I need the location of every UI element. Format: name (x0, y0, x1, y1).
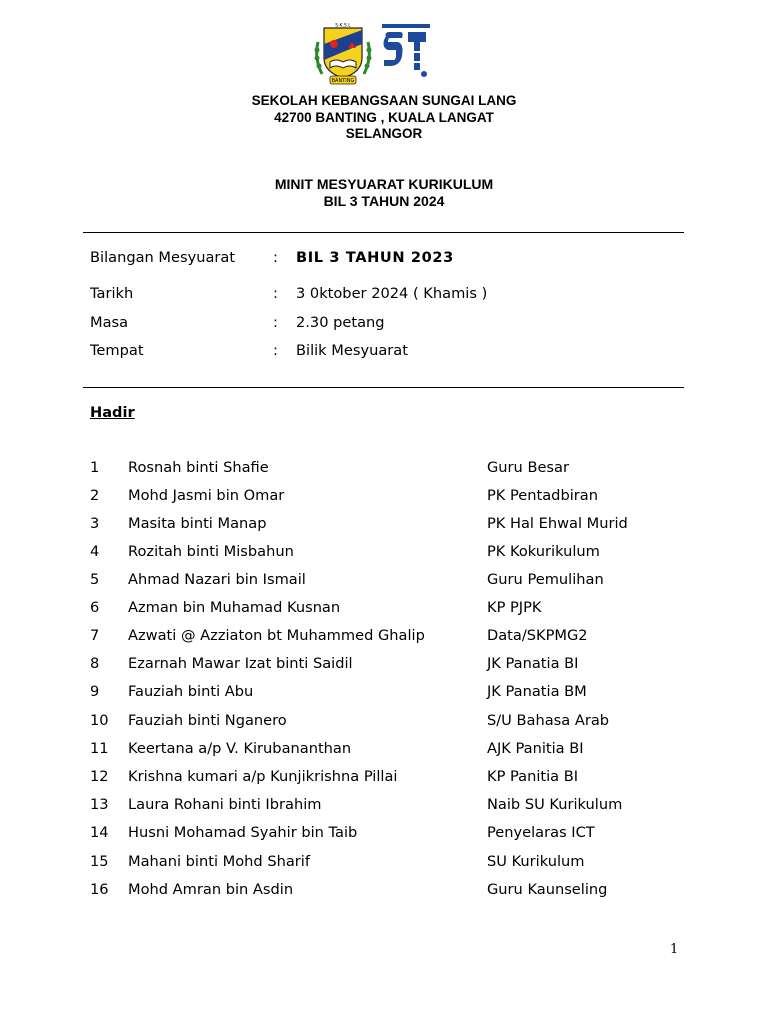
attendee-role: Guru Pemulihan (487, 571, 604, 588)
attendee-name: Mohd Jasmi bin Omar (128, 487, 285, 504)
attendee-name: Ezarnah Mawar Izat binti Saidil (128, 655, 353, 672)
attendance-number: 9 (90, 683, 100, 700)
info-value: Bilik Mesyuarat (296, 342, 408, 359)
attendance-number: 5 (90, 571, 100, 588)
attendee-name: Ahmad Nazari bin Ismail (128, 571, 306, 588)
attendance-number: 1 (90, 459, 100, 476)
attendance-number: 7 (90, 627, 100, 644)
attendee-role: JK Panatia BM (487, 683, 587, 700)
attendance-number: 6 (90, 599, 100, 616)
attendance-number: 12 (90, 768, 109, 785)
info-value: BIL 3 TAHUN 2023 (296, 249, 454, 266)
attendee-role: JK Panatia BI (487, 655, 579, 672)
school-crest-logo (312, 22, 374, 86)
header-logos (312, 22, 432, 86)
school-header (0, 93, 768, 143)
attendee-name: Masita binti Manap (128, 515, 267, 532)
attendance-row (0, 459, 768, 479)
attendee-role: Penyelaras ICT (487, 824, 595, 841)
school-state: SELANGOR (345, 126, 423, 141)
attendee-role: Data/SKPMG2 (487, 627, 588, 644)
crest-logo-text: S.K.S.L (335, 23, 351, 29)
attendee-name: Fauziah binti Abu (128, 683, 254, 700)
attendance-number: 8 (90, 655, 100, 672)
attendance-number: 3 (90, 515, 100, 532)
attendance-number: 10 (90, 712, 109, 729)
attendance-number: 13 (90, 796, 109, 813)
attendee-name: Fauziah binti Nganero (128, 712, 287, 729)
info-value: 3 0ktober 2024 ( Khamis ) (296, 285, 488, 302)
school-name: SEKOLAH KEBANGSAAN SUNGAI LANG (251, 93, 517, 108)
attendee-name: Krishna kumari a/p Kunjikrishna Pillai (128, 768, 398, 785)
attendance-row (0, 543, 768, 563)
attendee-name: Rosnah binti Shafie (128, 459, 269, 476)
attendance-row (0, 571, 768, 591)
attendance-number: 2 (90, 487, 100, 504)
attendance-row (0, 796, 768, 816)
info-colon: : (273, 342, 278, 359)
info-colon: : (273, 314, 278, 331)
attendee-role: PK Pentadbiran (487, 487, 598, 504)
attendance-row (0, 881, 768, 901)
attendance-row (0, 487, 768, 507)
info-colon: : (273, 249, 278, 266)
attendance-number: 16 (90, 881, 109, 898)
attendance-number: 14 (90, 824, 109, 841)
attendee-name: Azman bin Muhamad Kusnan (128, 599, 341, 616)
attendee-role: S/U Bahasa Arab (487, 712, 610, 729)
school-address: 42700 BANTING , KUALA LANGAT (274, 109, 494, 125)
attendance-row (0, 515, 768, 535)
info-label: Bilangan Mesyuarat (90, 249, 236, 266)
document-title: MINIT MESYUARAT KURIKULUM (274, 176, 494, 192)
attendee-name: Mohd Amran bin Asdin (128, 881, 294, 898)
attendee-role: KP PJPK (487, 599, 542, 616)
attendee-name: Mahani binti Mohd Sharif (128, 853, 310, 870)
attendee-name: Azwati @ Azziaton bt Muhammed Ghalip (128, 627, 425, 644)
attendance-heading: Hadir (90, 404, 135, 421)
attendee-role: Guru Besar (487, 459, 569, 476)
attendance-row (0, 683, 768, 703)
attendee-role: SU Kurikulum (487, 853, 585, 870)
info-colon: : (273, 285, 278, 302)
attendee-name: Husni Mohamad Syahir bin Taib (128, 824, 358, 841)
document-subtitle: BIL 3 TAHUN 2024 (323, 193, 445, 209)
attendee-name: Laura Rohani binti Ibrahim (128, 796, 322, 813)
attendance-row (0, 853, 768, 873)
attendance-number: 4 (90, 543, 100, 560)
page-number: 1 (670, 942, 679, 957)
attendee-name: Rozitah binti Misbahun (128, 543, 294, 560)
top-divider (83, 232, 684, 233)
attendance-row (0, 712, 768, 732)
document-heading (0, 176, 768, 210)
attendee-role: KP Panitia BI (487, 768, 579, 785)
attendance-row (0, 824, 768, 844)
attendance-number: 15 (90, 853, 109, 870)
info-label: Tempat (90, 342, 144, 359)
attendee-role: Naib SU Kurikulum (487, 796, 623, 813)
attendee-role: PK Kokurikulum (487, 543, 600, 560)
attendee-name: Keertana a/p V. Kirubananthan (128, 740, 352, 757)
attendee-role: Guru Kaunseling (487, 881, 608, 898)
attendance-row (0, 768, 768, 788)
crest-motto-text: BANTING (331, 78, 355, 84)
attendance-row (0, 655, 768, 675)
bottom-divider (83, 387, 684, 388)
sekolah-ku-logo (380, 22, 432, 82)
info-label: Tarikh (90, 285, 134, 302)
attendance-number: 11 (90, 740, 109, 757)
info-label: Masa (90, 314, 129, 331)
attendee-role: AJK Panitia BI (487, 740, 584, 757)
attendance-row (0, 627, 768, 647)
attendee-role: PK Hal Ehwal Murid (487, 515, 628, 532)
info-value: 2.30 petang (296, 314, 385, 331)
attendance-row (0, 599, 768, 619)
attendance-row (0, 740, 768, 760)
